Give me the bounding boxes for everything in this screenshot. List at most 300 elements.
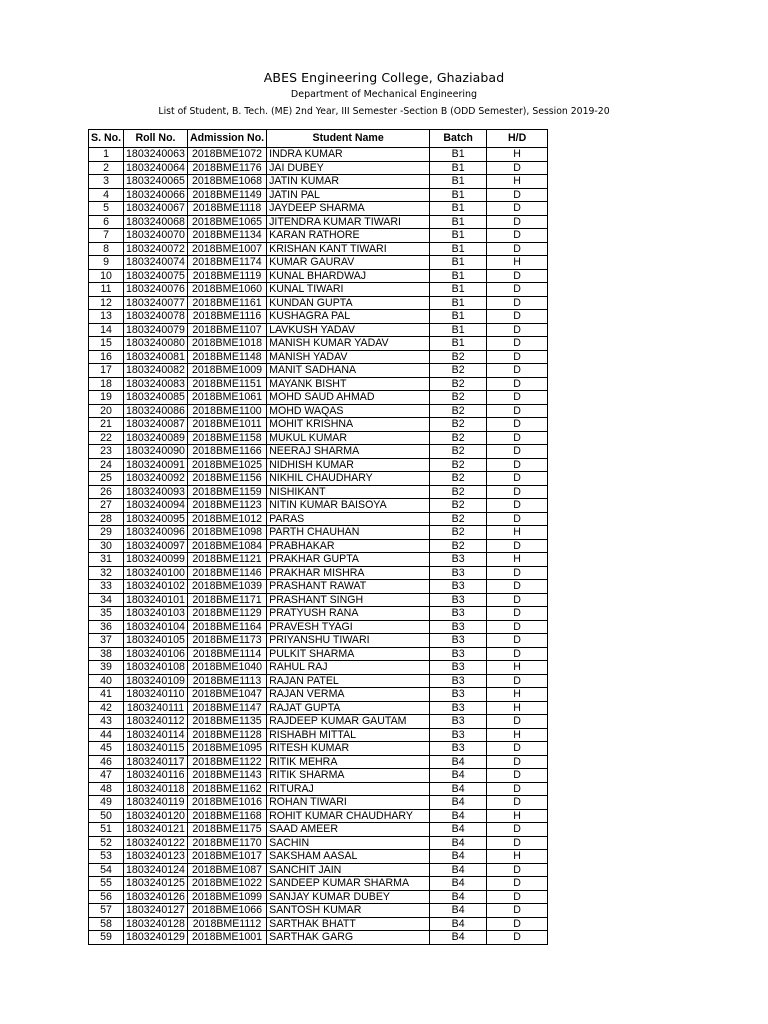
cell-sno: 17 [89,364,124,378]
cell-hd: D [487,202,548,216]
table-row [89,809,548,823]
cell-roll-no: 1803240106 [124,647,188,661]
cell-sno: 8 [89,242,124,256]
cell-roll-no: 1803240092 [124,472,188,486]
cell-batch: B3 [430,674,487,688]
cell-roll-no: 1803240070 [124,229,188,243]
cell-admission-no: 2018BME1147 [187,701,266,715]
table-row [89,391,548,405]
column-header-sno: S. No. [89,130,124,148]
cell-admission-no: 2018BME1119 [187,269,266,283]
cell-hd: D [487,593,548,607]
table-row [89,404,548,418]
cell-admission-no: 2018BME1112 [187,917,266,931]
table-row [89,701,548,715]
cell-admission-no: 2018BME1128 [187,728,266,742]
cell-hd: D [487,634,548,648]
cell-hd: D [487,566,548,580]
table-row [89,728,548,742]
table-row [89,188,548,202]
cell-hd: D [487,769,548,783]
cell-hd: D [487,620,548,634]
cell-admission-no: 2018BME1009 [187,364,266,378]
cell-batch: B3 [430,566,487,580]
cell-student-name: JATIN KUMAR [267,175,430,189]
cell-roll-no: 1803240122 [124,836,188,850]
cell-admission-no: 2018BME1158 [187,431,266,445]
cell-hd: D [487,863,548,877]
cell-student-name: KUNAL BHARDWAJ [267,269,430,283]
cell-roll-no: 1803240095 [124,512,188,526]
cell-roll-no: 1803240076 [124,283,188,297]
column-header-admission-no: Admission No. [187,130,266,148]
cell-sno: 20 [89,404,124,418]
table-row [89,593,548,607]
cell-batch: B1 [430,148,487,162]
table-row [89,202,548,216]
cell-roll-no: 1803240111 [124,701,188,715]
cell-student-name: RITESH KUMAR [267,742,430,756]
department-name: Department of Mechanical Engineering [290,89,478,100]
cell-admission-no: 2018BME1060 [187,283,266,297]
cell-student-name: MOHD WAQAS [267,404,430,418]
cell-batch: B2 [430,539,487,553]
cell-hd: D [487,458,548,472]
cell-admission-no: 2018BME1143 [187,769,266,783]
table-row [89,323,548,337]
cell-roll-no: 1803240126 [124,890,188,904]
cell-batch: B4 [430,904,487,918]
cell-sno: 53 [89,850,124,864]
cell-roll-no: 1803240077 [124,296,188,310]
cell-student-name: PRABHAKAR [267,539,430,553]
cell-admission-no: 2018BME1166 [187,445,266,459]
cell-hd: D [487,796,548,810]
table-row [89,472,548,486]
cell-roll-no: 1803240119 [124,796,188,810]
cell-batch: B3 [430,580,487,594]
cell-hd: D [487,418,548,432]
cell-sno: 6 [89,215,124,229]
cell-hd: H [487,526,548,540]
cell-roll-no: 1803240128 [124,917,188,931]
table-row [89,242,548,256]
cell-batch: B1 [430,283,487,297]
cell-hd: D [487,391,548,405]
cell-sno: 58 [89,917,124,931]
cell-hd: D [487,715,548,729]
cell-sno: 25 [89,472,124,486]
cell-student-name: MANISH KUMAR YADAV [267,337,430,351]
cell-admission-no: 2018BME1174 [187,256,266,270]
cell-sno: 31 [89,553,124,567]
cell-roll-no: 1803240082 [124,364,188,378]
cell-hd: D [487,404,548,418]
cell-roll-no: 1803240124 [124,863,188,877]
cell-roll-no: 1803240129 [124,931,188,945]
table-row [89,661,548,675]
cell-hd: D [487,445,548,459]
table-row [89,526,548,540]
cell-admission-no: 2018BME1134 [187,229,266,243]
cell-hd: D [487,485,548,499]
cell-admission-no: 2018BME1040 [187,661,266,675]
cell-student-name: PARTH CHAUHAN [267,526,430,540]
cell-hd: H [487,809,548,823]
cell-roll-no: 1803240075 [124,269,188,283]
cell-hd: D [487,350,548,364]
cell-student-name: LAVKUSH YADAV [267,323,430,337]
cell-sno: 50 [89,809,124,823]
cell-student-name: SAKSHAM AASAL [267,850,430,864]
cell-admission-no: 2018BME1107 [187,323,266,337]
cell-sno: 27 [89,499,124,513]
cell-student-name: PRAVESH TYAGI [267,620,430,634]
cell-admission-no: 2018BME1095 [187,742,266,756]
table-row [89,863,548,877]
cell-student-name: JAYDEEP SHARMA [267,202,430,216]
cell-student-name: RAJAT GUPTA [267,701,430,715]
cell-student-name: RITURAJ [267,782,430,796]
cell-hd: D [487,647,548,661]
cell-student-name: RISHABH MITTAL [267,728,430,742]
cell-student-name: NITIN KUMAR BAISOYA [267,499,430,513]
table-row [89,161,548,175]
table-row [89,890,548,904]
cell-admission-no: 2018BME1087 [187,863,266,877]
cell-sno: 41 [89,688,124,702]
table-row [89,607,548,621]
cell-admission-no: 2018BME1022 [187,877,266,891]
table-row [89,836,548,850]
table-row [89,782,548,796]
cell-student-name: NIDHISH KUMAR [267,458,430,472]
table-row [89,539,548,553]
cell-roll-no: 1803240114 [124,728,188,742]
cell-batch: B4 [430,890,487,904]
table-body [89,148,548,945]
cell-student-name: KUSHAGRA PAL [267,310,430,324]
table-row [89,931,548,945]
cell-student-name: KARAN RATHORE [267,229,430,243]
table-row [89,580,548,594]
cell-hd: D [487,499,548,513]
cell-batch: B4 [430,917,487,931]
cell-sno: 35 [89,607,124,621]
cell-batch: B4 [430,809,487,823]
cell-student-name: MANISH YADAV [267,350,430,364]
cell-admission-no: 2018BME1171 [187,593,266,607]
cell-roll-no: 1803240123 [124,850,188,864]
cell-student-name: MOHIT KRISHNA [267,418,430,432]
cell-sno: 11 [89,283,124,297]
table-row [89,796,548,810]
cell-sno: 42 [89,701,124,715]
cell-batch: B2 [430,526,487,540]
cell-roll-no: 1803240066 [124,188,188,202]
cell-sno: 48 [89,782,124,796]
college-name: ABES Engineering College, Ghaziabad [263,70,505,85]
cell-batch: B3 [430,742,487,756]
table-row [89,458,548,472]
cell-roll-no: 1803240110 [124,688,188,702]
cell-batch: B3 [430,593,487,607]
cell-batch: B1 [430,269,487,283]
cell-batch: B2 [430,512,487,526]
cell-sno: 26 [89,485,124,499]
cell-roll-no: 1803240115 [124,742,188,756]
cell-admission-no: 2018BME1072 [187,148,266,162]
cell-sno: 39 [89,661,124,675]
cell-sno: 13 [89,310,124,324]
cell-student-name: SARTHAK BHATT [267,917,430,931]
cell-roll-no: 1803240104 [124,620,188,634]
cell-batch: B2 [430,445,487,459]
cell-admission-no: 2018BME1016 [187,796,266,810]
cell-student-name: RAJAN PATEL [267,674,430,688]
cell-student-name: PARAS [267,512,430,526]
cell-student-name: SANTOSH KUMAR [267,904,430,918]
cell-batch: B3 [430,728,487,742]
cell-student-name: RITIK MEHRA [267,755,430,769]
table-row [89,742,548,756]
cell-admission-no: 2018BME1121 [187,553,266,567]
cell-student-name: MOHD SAUD AHMAD [267,391,430,405]
cell-batch: B2 [430,418,487,432]
cell-sno: 44 [89,728,124,742]
cell-batch: B3 [430,634,487,648]
cell-batch: B1 [430,296,487,310]
cell-batch: B4 [430,931,487,945]
cell-hd: D [487,782,548,796]
cell-admission-no: 2018BME1012 [187,512,266,526]
cell-sno: 1 [89,148,124,162]
cell-admission-no: 2018BME1148 [187,350,266,364]
cell-admission-no: 2018BME1135 [187,715,266,729]
cell-batch: B4 [430,850,487,864]
cell-hd: D [487,674,548,688]
list-title: List of Student, B. Tech. (ME) 2nd Year, III Semester -Section B (ODD Semester), Session 2019-20 [158,106,610,117]
cell-roll-no: 1803240079 [124,323,188,337]
cell-sno: 51 [89,823,124,837]
cell-roll-no: 1803240120 [124,809,188,823]
cell-batch: B2 [430,391,487,405]
table-row [89,337,548,351]
cell-batch: B1 [430,337,487,351]
cell-sno: 40 [89,674,124,688]
cell-sno: 34 [89,593,124,607]
cell-student-name: SANCHIT JAIN [267,863,430,877]
cell-batch: B2 [430,364,487,378]
cell-batch: B2 [430,472,487,486]
table-row [89,634,548,648]
cell-sno: 55 [89,877,124,891]
cell-sno: 30 [89,539,124,553]
table-row [89,823,548,837]
cell-roll-no: 1803240093 [124,485,188,499]
cell-roll-no: 1803240125 [124,877,188,891]
cell-student-name: JITENDRA KUMAR TIWARI [267,215,430,229]
cell-student-name: RAJAN VERMA [267,688,430,702]
table-row [89,418,548,432]
cell-admission-no: 2018BME1025 [187,458,266,472]
cell-sno: 59 [89,931,124,945]
cell-sno: 47 [89,769,124,783]
cell-student-name: ROHIT KUMAR CHAUDHARY [267,809,430,823]
cell-hd: D [487,877,548,891]
cell-student-name: PRASHANT SINGH [267,593,430,607]
cell-hd: D [487,296,548,310]
cell-admission-no: 2018BME1098 [187,526,266,540]
cell-roll-no: 1803240116 [124,769,188,783]
table-row [89,364,548,378]
column-header-student-name: Student Name [267,130,430,148]
cell-sno: 24 [89,458,124,472]
table-row [89,553,548,567]
cell-batch: B1 [430,256,487,270]
cell-student-name: NEERAJ SHARMA [267,445,430,459]
cell-hd: H [487,728,548,742]
cell-batch: B3 [430,701,487,715]
cell-batch: B3 [430,715,487,729]
table-row [89,148,548,162]
cell-hd: H [487,256,548,270]
cell-student-name: SACHIN [267,836,430,850]
table-row [89,904,548,918]
table-row [89,755,548,769]
cell-admission-no: 2018BME1151 [187,377,266,391]
table-row [89,688,548,702]
cell-sno: 5 [89,202,124,216]
cell-roll-no: 1803240067 [124,202,188,216]
cell-admission-no: 2018BME1039 [187,580,266,594]
cell-sno: 10 [89,269,124,283]
cell-sno: 14 [89,323,124,337]
cell-admission-no: 2018BME1123 [187,499,266,513]
cell-student-name: RAJDEEP KUMAR GAUTAM [267,715,430,729]
cell-admission-no: 2018BME1017 [187,850,266,864]
cell-roll-no: 1803240109 [124,674,188,688]
table-row [89,175,548,189]
cell-student-name: PRAKHAR MISHRA [267,566,430,580]
cell-batch: B4 [430,769,487,783]
cell-sno: 16 [89,350,124,364]
cell-hd: H [487,148,548,162]
cell-student-name: PULKIT SHARMA [267,647,430,661]
cell-batch: B4 [430,877,487,891]
cell-student-name: MUKUL KUMAR [267,431,430,445]
cell-batch: B4 [430,782,487,796]
cell-roll-no: 1803240100 [124,566,188,580]
table-row [89,877,548,891]
table-row [89,377,548,391]
cell-roll-no: 1803240081 [124,350,188,364]
cell-batch: B3 [430,607,487,621]
cell-sno: 45 [89,742,124,756]
cell-sno: 22 [89,431,124,445]
table-row [89,566,548,580]
cell-hd: H [487,850,548,864]
cell-hd: D [487,904,548,918]
cell-hd: D [487,742,548,756]
cell-sno: 19 [89,391,124,405]
cell-admission-no: 2018BME1161 [187,296,266,310]
cell-admission-no: 2018BME1146 [187,566,266,580]
cell-batch: B3 [430,661,487,675]
cell-hd: D [487,188,548,202]
table-row [89,485,548,499]
cell-hd: D [487,364,548,378]
cell-sno: 12 [89,296,124,310]
cell-hd: D [487,431,548,445]
table-header-row [89,130,548,148]
cell-hd: H [487,661,548,675]
cell-batch: B1 [430,229,487,243]
cell-student-name: SANJAY KUMAR DUBEY [267,890,430,904]
cell-sno: 21 [89,418,124,432]
column-header-hd: H/D [487,130,548,148]
cell-student-name: RAHUL RAJ [267,661,430,675]
cell-sno: 49 [89,796,124,810]
cell-admission-no: 2018BME1061 [187,391,266,405]
cell-student-name: NISHIKANT [267,485,430,499]
cell-admission-no: 2018BME1129 [187,607,266,621]
cell-roll-no: 1803240080 [124,337,188,351]
column-header-roll-no: Roll No. [124,130,188,148]
cell-hd: D [487,836,548,850]
cell-hd: H [487,175,548,189]
cell-batch: B1 [430,175,487,189]
cell-batch: B2 [430,350,487,364]
table-row [89,256,548,270]
cell-student-name: SARTHAK GARG [267,931,430,945]
cell-student-name: PRATYUSH RANA [267,607,430,621]
cell-admission-no: 2018BME1100 [187,404,266,418]
cell-roll-no: 1803240117 [124,755,188,769]
cell-hd: D [487,917,548,931]
cell-student-name: PRASHANT RAWAT [267,580,430,594]
cell-admission-no: 2018BME1149 [187,188,266,202]
cell-sno: 18 [89,377,124,391]
cell-batch: B2 [430,499,487,513]
cell-batch: B1 [430,161,487,175]
table-row [89,647,548,661]
table-row [89,512,548,526]
column-header-batch: Batch [430,130,487,148]
cell-student-name: JAI DUBEY [267,161,430,175]
cell-roll-no: 1803240078 [124,310,188,324]
cell-admission-no: 2018BME1066 [187,904,266,918]
cell-student-name: RITIK SHARMA [267,769,430,783]
cell-roll-no: 1803240094 [124,499,188,513]
cell-student-name: JATIN PAL [267,188,430,202]
cell-student-name: PRIYANSHU TIWARI [267,634,430,648]
cell-batch: B4 [430,823,487,837]
cell-sno: 4 [89,188,124,202]
cell-admission-no: 2018BME1113 [187,674,266,688]
cell-sno: 56 [89,890,124,904]
cell-student-name: KUNAL TIWARI [267,283,430,297]
cell-admission-no: 2018BME1162 [187,782,266,796]
cell-hd: H [487,688,548,702]
cell-sno: 43 [89,715,124,729]
cell-roll-no: 1803240068 [124,215,188,229]
cell-hd: D [487,229,548,243]
cell-student-name: KRISHAN KANT TIWARI [267,242,430,256]
cell-roll-no: 1803240074 [124,256,188,270]
cell-roll-no: 1803240090 [124,445,188,459]
cell-sno: 28 [89,512,124,526]
